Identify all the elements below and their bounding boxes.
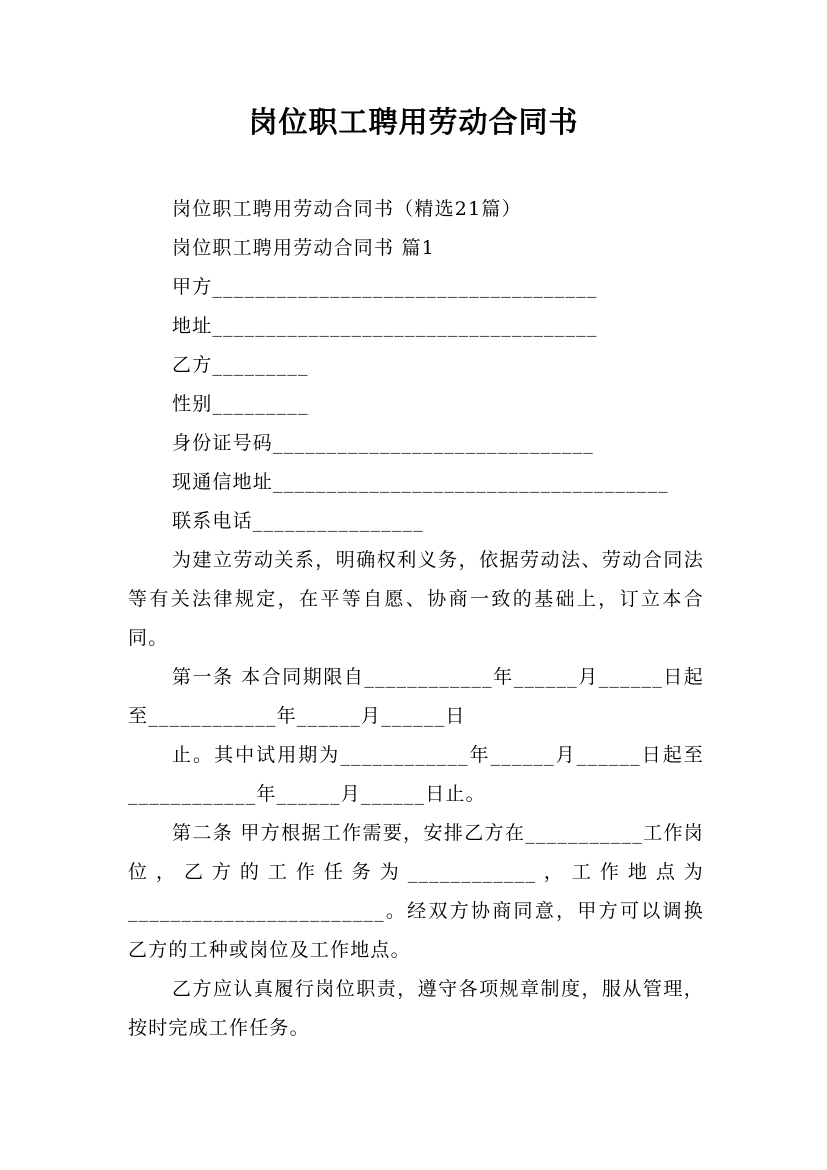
party-b-field: 乙方_________	[172, 354, 309, 376]
article-1-paragraph: 第一条 本合同期限自____________年______月______日起至____________年______月______日	[128, 666, 704, 727]
preamble-paragraph: 为建立劳动关系，明确权利义务，依据劳动法、劳动合同法等有关法律规定，在平等自愿、协商一致的基础上，订立本合同。	[128, 549, 704, 649]
document-body	[128, 190, 704, 1048]
section-heading: 岗位职工聘用劳动合同书 篇1	[172, 237, 435, 259]
id-number-field: 身份证号码______________________________	[172, 432, 595, 454]
subtitle-line: 岗位职工聘用劳动合同书（精选21篇）	[172, 198, 522, 220]
address-field: 地址____________________________________	[172, 315, 598, 337]
document-title: 岗位职工聘用劳动合同书	[248, 105, 579, 139]
article-2-paragraph: 第二条 甲方根据工作需要，安排乙方在___________工作岗位，乙方的工作任务为____________，工作地点为________________________。经双方协商同意，甲方可以调换乙方的工种或岗位及工作地点。	[128, 822, 704, 961]
duty-paragraph: 乙方应认真履行岗位职责，遵守各项规章制度，服从管理，按时完成工作任务。	[128, 978, 704, 1039]
mailing-address-field: 现通信地址_____________________________________	[172, 471, 669, 493]
phone-field: 联系电话________________	[172, 510, 425, 532]
gender-field: 性别_________	[172, 393, 309, 415]
probation-paragraph: 止。其中试用期为____________年______月______日起至____________年______月______日止。	[128, 744, 704, 805]
party-a-field: 甲方____________________________________	[172, 276, 598, 298]
